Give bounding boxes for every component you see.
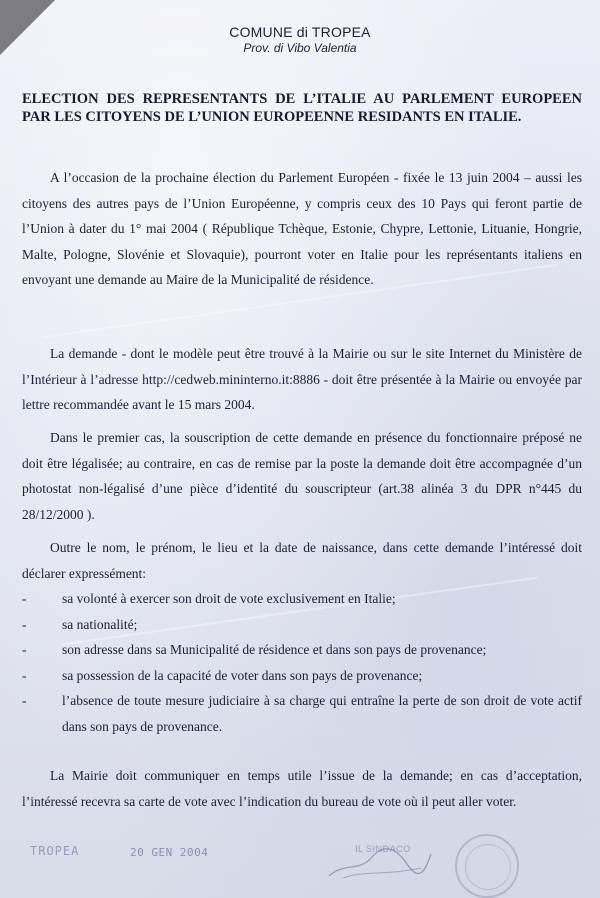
bullet-dash: - xyxy=(22,616,27,632)
paragraph-5-text: La Mairie doit communiquer en temps utile l’issue de la demande; en cas d’acceptation, l’intéressé recevra sa carte de vote avec l’indication du bureau de vote où il peut aller voter. xyxy=(22,768,582,809)
list-item xyxy=(22,586,582,612)
list-item-text: sa possession de la capacité de voter dans son pays de provenance; xyxy=(62,667,423,683)
list-item xyxy=(22,688,582,739)
bullet-dash: - xyxy=(22,642,27,657)
bullet-dash: - xyxy=(22,693,27,708)
paragraph-1-text: A l’occasion de la prochaine élection du Parlement Européen - fixée le 13 juin 2004 – aussi les citoyens des autres pays de l’Union Européenne, y compris ceux des 10 Pays qui feront partie de l’Union à dater du 1° mai 2004 ( République Tchèque, Estonie, Chypre, Lettonie, Lituanie, Hongrie, Malte, Pologne, Slovénie et Slovaquie), pourront voter en Italie pour les représentants italiens en envoyant une demande au Maire de la Municipalité de résidence. xyxy=(22,170,582,287)
paragraph-3-text: Dans le premier cas, la souscription de cette demande en présence du fonctionnaire préposé ne doit être légalisée; au contraire, en cas de remise par la poste la demande doit être accompagnée d’un photostat non-légalisé d’une pièce d’identité du souscripteur (art.38 alinéa 3 du DPR n°445 du 28/12/2000 ). xyxy=(22,430,582,522)
list-item-text: sa nationalité; xyxy=(62,616,138,632)
stamp-date: 20 GEN 2004 xyxy=(130,846,209,859)
notice-title: ELECTION DES REPRESENTANTS DE L’ITALIE AU PARLEMENT EUROPEEN PAR LES CITOYENS DE L’UNION EUROPEENNE RESIDANTS EN ITALIE. xyxy=(22,91,582,125)
paragraph-3 xyxy=(22,425,582,527)
list-item-text: son adresse dans sa Municipalité de résidence et dans son pays de provenance; xyxy=(62,642,487,657)
paragraph-1 xyxy=(22,165,582,293)
sindaco-label: IL SINDACO xyxy=(355,844,411,854)
paragraph-4-intro: Outre le nom, le prénom, le lieu et la date de naissance, dans cette demande l’intéressé doit déclarer expressément: xyxy=(22,540,582,581)
paragraph-5 xyxy=(22,763,582,814)
list-item-text: l’absence de toute mesure judiciaire à sa charge qui entraîne la perte de son droit de vote actif dans son pays de provenance. xyxy=(62,693,582,734)
declaration-list xyxy=(22,586,582,739)
bullet-dash: - xyxy=(22,667,27,683)
list-item xyxy=(22,612,582,638)
signature xyxy=(325,842,435,882)
header xyxy=(0,24,600,56)
paragraph-2-text: La demande - dont le modèle peut être trouvé à la Mairie ou sur le site Internet du Ministère de l’Intérieur à l’adresse http://cedweb.mininterno.it:8886 - doit être présentée à la Mairie ou envoyée par lettre recommandée avant le 15 mars 2004. xyxy=(22,346,582,412)
bullet-dash: - xyxy=(22,591,27,606)
list-item xyxy=(22,637,582,663)
list-item xyxy=(22,663,582,689)
stamp-place: TROPEA xyxy=(30,844,80,858)
paragraph-4 xyxy=(22,535,582,739)
official-seal xyxy=(455,834,519,898)
footer-stamps xyxy=(0,842,600,898)
comune-name: COMUNE di TROPEA xyxy=(229,24,371,40)
province-name: Prov. di Vibo Valentia xyxy=(243,41,357,55)
list-item-text: sa volonté à exercer son droit de vote exclusivement en Italie; xyxy=(62,591,396,606)
paragraph-2 xyxy=(22,341,582,418)
